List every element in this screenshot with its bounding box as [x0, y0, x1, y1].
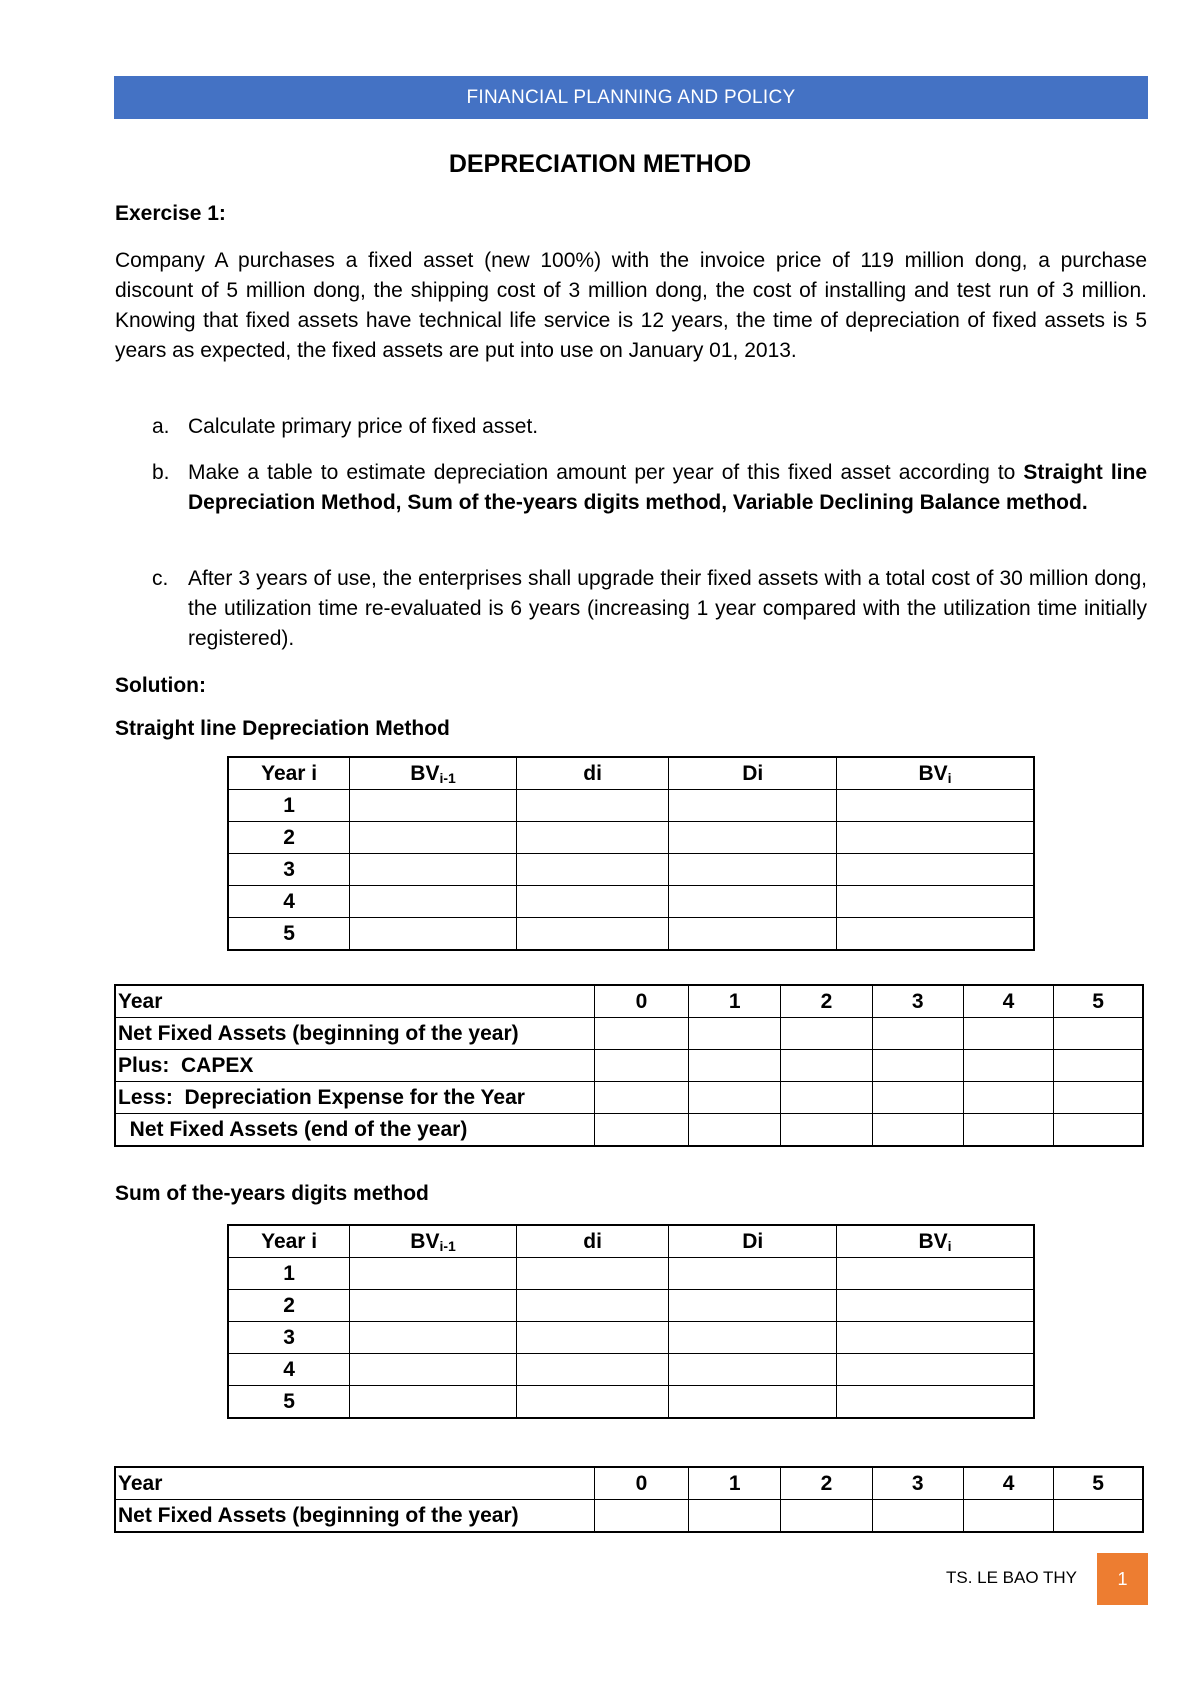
col-di-small: di: [516, 757, 669, 790]
table-row: [228, 854, 1034, 886]
table-row: [228, 790, 1034, 822]
row-label: Net Fixed Assets (beginning of the year): [115, 1018, 594, 1050]
table-row: [228, 822, 1034, 854]
year-label: Year: [115, 1467, 594, 1500]
sum-of-years-heading: Sum of the-years digits method: [115, 1182, 429, 1205]
page-number: 1: [1117, 1568, 1128, 1589]
row-label: Net Fixed Assets (end of the year): [115, 1114, 594, 1147]
col-di-small: di: [516, 1225, 669, 1258]
year-cell: 1: [228, 1258, 350, 1290]
course-title: FINANCIAL PLANNING AND POLICY: [466, 86, 796, 108]
table-row: [228, 1290, 1034, 1322]
question-marker: b.: [152, 461, 170, 484]
question-b: [152, 458, 1147, 518]
row-label: Plus: CAPEX: [115, 1050, 594, 1082]
table-row: [228, 1386, 1034, 1419]
straight-line-depreciation-table: [227, 756, 1035, 951]
year-header: 4: [963, 1467, 1053, 1500]
course-header-bar: [114, 76, 1148, 119]
year-cell: 2: [228, 822, 350, 854]
year-header: 2: [781, 1467, 872, 1500]
year-header: 1: [689, 1467, 781, 1500]
year-header: 1: [689, 985, 781, 1018]
table-row: [115, 985, 1143, 1018]
question-marker: c.: [152, 567, 169, 590]
straight-line-fixed-assets-table: [114, 984, 1144, 1147]
year-header: 0: [594, 985, 688, 1018]
page-title: DEPRECIATION METHOD: [448, 150, 752, 178]
col-di-big: Di: [669, 1225, 837, 1258]
solution-heading: Solution:: [115, 674, 206, 697]
table-row: [115, 1082, 1143, 1114]
year-cell: 5: [228, 1386, 350, 1419]
col-bv: $BV_i$: [836, 1225, 1034, 1258]
question-methods: Straight line Depreciation Method, Sum of the-years digits method, Variable Declining Balance method.: [188, 461, 1147, 514]
col-year-i: Year i: [228, 1225, 350, 1258]
question-c: [152, 564, 1147, 654]
year-cell: 3: [228, 1322, 350, 1354]
year-label: Year: [115, 985, 594, 1018]
page-number-badge: [1097, 1553, 1148, 1605]
sum-of-years-depreciation-table: [227, 1224, 1035, 1419]
year-cell: 1: [228, 790, 350, 822]
table-row: [115, 1500, 1143, 1533]
question-a: [152, 412, 1147, 442]
problem-text: Company A purchases a fixed asset (new 100%) with the invoice price of 119 million dong, a purchase discount of 5 million dong, the shipping cost of 3 million dong, the cost of installing and test run of 3 million. Knowing that fixed assets have technical life service is 12 years, the time of depreciation of fixed assets is 5 years as expected, the fixed assets are put into use on January 01, 2013.: [115, 249, 1147, 362]
col-bv-prev: $BV_{i-1}$: [350, 1225, 517, 1258]
table-row: [228, 918, 1034, 951]
year-cell: 3: [228, 854, 350, 886]
question-marker: a.: [152, 415, 170, 438]
row-label: Less: Depreciation Expense for the Year: [115, 1082, 594, 1114]
year-header: 3: [872, 1467, 963, 1500]
sum-of-years-fixed-assets-table: [114, 1466, 1144, 1533]
year-header: 4: [963, 985, 1053, 1018]
year-header: 5: [1054, 985, 1143, 1018]
question-text: Calculate primary price of fixed asset.: [188, 415, 539, 438]
col-di-big: Di: [669, 757, 837, 790]
table-row: [228, 1354, 1034, 1386]
row-label: Net Fixed Assets (beginning of the year): [115, 1500, 594, 1533]
question-text: Make a table to estimate depreciation amount per year of this fixed asset according to: [188, 461, 1024, 484]
author-name: TS. LE BAO THY: [946, 1568, 1078, 1587]
table-row: [228, 1322, 1034, 1354]
col-year-i: Year i: [228, 757, 350, 790]
year-cell: 2: [228, 1290, 350, 1322]
year-header: 2: [781, 985, 872, 1018]
year-header: 5: [1054, 1467, 1143, 1500]
year-header: 3: [872, 985, 963, 1018]
exercise-heading: Exercise 1:: [115, 202, 226, 225]
year-cell: 4: [228, 886, 350, 918]
table-row: [228, 886, 1034, 918]
year-cell: 4: [228, 1354, 350, 1386]
table-row: [115, 1018, 1143, 1050]
col-bv-prev: $BV_{i-1}$: [350, 757, 517, 790]
table-row: [115, 1467, 1143, 1500]
question-text: After 3 years of use, the enterprises shall upgrade their fixed assets with a total cost of 30 million dong, the utilization time re-evaluated is 6 years (increasing 1 year compared with the utilization time initially registered).: [188, 567, 1147, 650]
straight-line-heading: Straight line Depreciation Method: [115, 717, 450, 740]
year-cell: 5: [228, 918, 350, 951]
year-header: 0: [594, 1467, 688, 1500]
table-row: [115, 1050, 1143, 1082]
table-row: [115, 1114, 1143, 1147]
col-bv: $BV_i$: [836, 757, 1034, 790]
table-row: [228, 1258, 1034, 1290]
